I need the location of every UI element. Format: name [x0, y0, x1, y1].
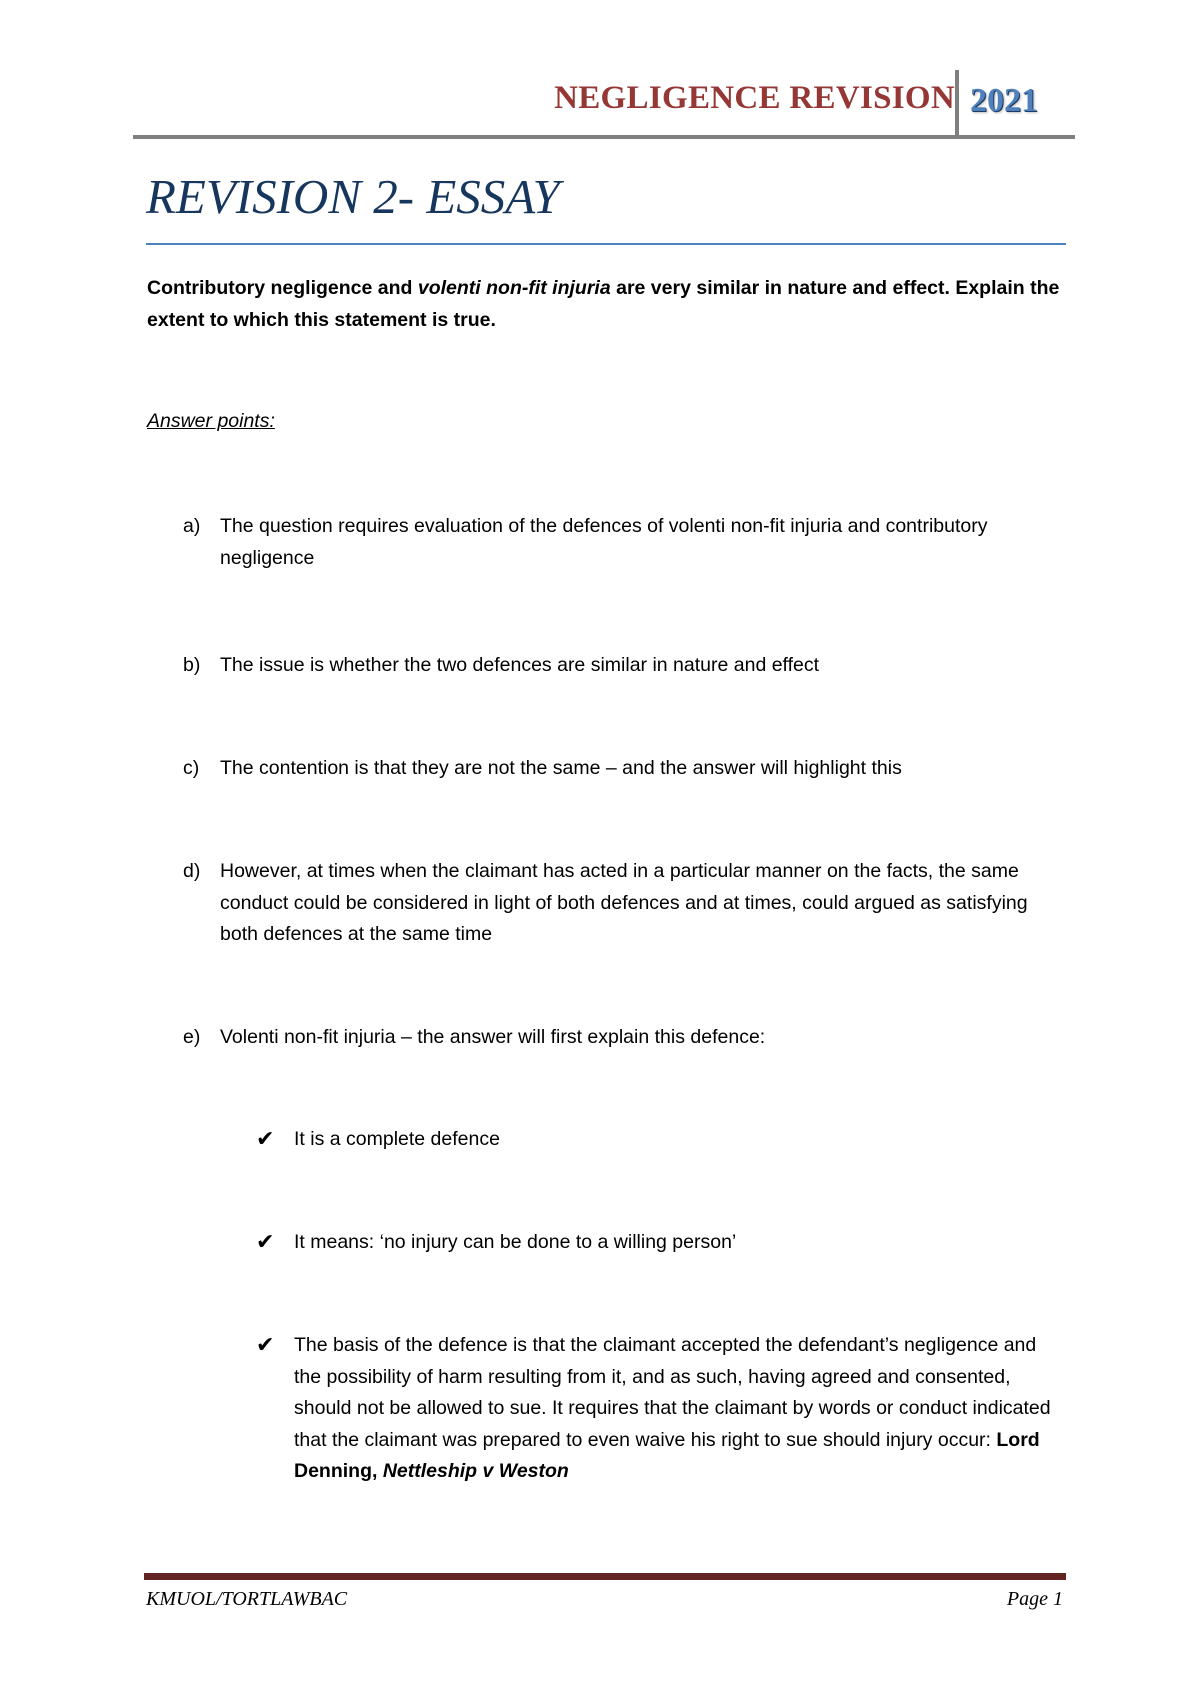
list-item — [183, 856, 1053, 951]
list-item — [183, 650, 1053, 682]
checklist-item — [256, 1330, 1056, 1488]
page-header — [0, 0, 1200, 150]
checklist-item — [256, 1124, 1056, 1156]
footer-page-number: Page 1 — [1006, 1588, 1063, 1610]
list-item — [183, 1022, 1053, 1054]
essay-question — [147, 272, 1077, 336]
list-item-text: Volenti non-fit injuria – the answer will first explain this defence: — [220, 1026, 766, 1048]
list-item — [183, 511, 1053, 574]
header-divider — [955, 70, 959, 138]
list-item-text: However, at times when the claimant has acted in a particular manner on the facts, the same conduct could be considered in light of both defences and at times, could argued as satisfying both defences at the same time — [220, 860, 1028, 945]
checklist-item — [256, 1227, 1056, 1259]
list-item-text: The issue is whether the two defences are similar in nature and effect — [220, 654, 820, 676]
question-text-start: Contributory negligence and — [147, 277, 418, 299]
checkmark-icon: ✔ — [256, 1229, 275, 1254]
case-name: Nettleship v Weston — [382, 1460, 569, 1482]
case-judge: Lord Denning, — [294, 1428, 1040, 1482]
question-text-end: are very similar in nature and effect. Explain the extent to which this statement is true. — [147, 277, 1060, 331]
list-item-label: d) — [183, 860, 201, 882]
list-item-text: The contention is that they are not the same – and the answer will highlight this — [220, 757, 902, 779]
checkmark-icon: ✔ — [256, 1126, 275, 1151]
list-item-label: b) — [183, 654, 201, 676]
footer-course-code: KMUOL/TORTLAWBAC — [146, 1588, 348, 1610]
checklist-item-text: It is a complete defence — [294, 1128, 500, 1150]
list-item-label: a) — [183, 515, 201, 537]
document-title: REVISION 2- ESSAY — [146, 169, 560, 224]
header-year: 2021 — [970, 82, 1038, 119]
list-item-text: The question requires evaluation of the defences of volenti non-fit injuria and contributory negligence — [220, 515, 988, 569]
footer-rule — [144, 1573, 1066, 1580]
checkmark-icon: ✔ — [256, 1332, 275, 1357]
list-item-label: c) — [183, 757, 200, 779]
checklist-item-text: It means: ‘no injury can be done to a willing person’ — [294, 1231, 737, 1253]
checklist-item-body: The basis of the defence is that the claimant accepted the defendant’s negligence and the possibility of harm resulting from it, and as such, having agreed and consented, should not be allowed to sue. It requires that the claimant by words or conduct indicated that the claimant was prepared to even waive his right to sue should injury occur: — [294, 1334, 1051, 1451]
list-item-label: e) — [183, 1026, 201, 1048]
title-underline — [146, 243, 1066, 245]
list-item — [183, 753, 1053, 785]
header-title: NEGLIGENCE REVISION — [554, 80, 955, 116]
answer-points-heading: Answer points: — [147, 410, 275, 432]
question-italic-term: volenti non-fit injuria — [417, 277, 611, 299]
header-rule — [133, 135, 1075, 139]
checklist-item-text — [294, 1330, 1056, 1488]
